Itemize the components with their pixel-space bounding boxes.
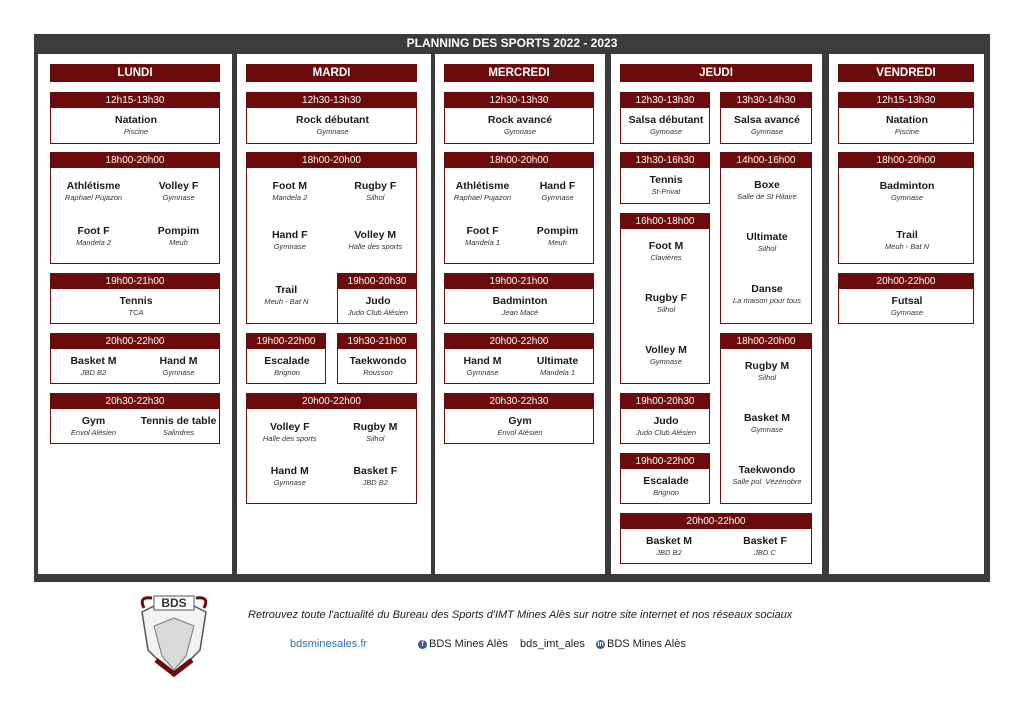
activity-place: Silhol [656, 304, 676, 314]
activity-name: Ultimate [746, 231, 788, 244]
schedule-block [50, 333, 220, 384]
time-slot: 12h30-13h30 [247, 93, 416, 108]
schedule-block [620, 393, 710, 444]
activity-place: Piscine [894, 127, 920, 136]
schedule-block [337, 273, 417, 324]
schedule-block [620, 453, 710, 504]
activity-name: Rock débutant [296, 114, 369, 126]
schedule-block [50, 273, 220, 324]
activity-place: Silhol [757, 244, 777, 254]
activity [353, 421, 397, 444]
activity [464, 355, 502, 378]
activity [636, 415, 696, 438]
activity-place: Gymnase [316, 127, 349, 136]
activity [645, 292, 687, 315]
time-slot: 12h15-13h30 [51, 93, 219, 108]
activity-name: Taekwondo [349, 355, 407, 367]
activity-place: Gymnase [162, 193, 195, 203]
activity [886, 114, 928, 137]
time-slot: 19h00-22h00 [621, 454, 709, 469]
time-slot: 20h00-22h00 [247, 394, 416, 409]
time-slot: 13h30-14h30 [721, 93, 811, 108]
activity-place: Gymnase [273, 478, 306, 487]
activity-name: Foot M [272, 180, 307, 192]
activity [263, 421, 317, 444]
schedule-block [50, 393, 220, 444]
activity-place: JBD C [754, 548, 776, 557]
activity-place: JBD B2 [656, 548, 682, 557]
activity-name: Hand M [270, 465, 309, 477]
footer-tagline: Retrouvez toute l'actualité du Bureau des Sports d'IMT Mines Alès sur notre site internet et nos réseaux sociaux [248, 609, 793, 621]
activity-place: Gymnase [649, 127, 683, 136]
activity-place: Meuh [169, 237, 188, 247]
activity-place: TCA [128, 308, 144, 317]
time-slot: 13h30-16h30 [621, 153, 709, 168]
activity [891, 295, 923, 318]
activity [353, 465, 397, 488]
activity-name: Taekwondo [738, 463, 796, 476]
activity-name: Volley M [645, 343, 687, 356]
activity-name: Trail [275, 284, 298, 296]
activity [272, 229, 308, 252]
linkedin-label: BDS Mines Alès [607, 638, 686, 650]
activity [734, 114, 800, 137]
activity [264, 355, 310, 378]
activity [264, 284, 308, 307]
time-slot: 20h00-22h00 [621, 514, 811, 529]
linkedin-link[interactable] [596, 638, 686, 650]
activity [744, 412, 790, 435]
activity-name: Athlétisme [455, 180, 510, 193]
activity-name: Rugby M [353, 421, 398, 433]
activity [348, 229, 402, 252]
activity-name: Rugby F [354, 180, 397, 192]
activity [160, 355, 198, 378]
activity-name: Tennis [119, 295, 153, 307]
time-slot: 20h00-22h00 [839, 274, 973, 289]
activity [880, 180, 935, 203]
activity-place: Piscine [123, 127, 149, 136]
activity-name: Badminton [492, 295, 548, 307]
day-header-mardi: MARDI [246, 64, 417, 82]
activity [348, 295, 408, 318]
time-slot: 19h00-20h30 [338, 274, 416, 289]
activity-name: Rugby M [744, 359, 790, 372]
activity-name: Pompim [536, 224, 579, 237]
schedule-block [246, 92, 417, 144]
activity-place: Gymnase [750, 127, 784, 136]
activity [119, 295, 152, 318]
activity-place: St-Privat [651, 187, 681, 196]
day-header-mercredi: MERCREDI [444, 64, 594, 82]
activity-name: Danse [751, 283, 783, 296]
activity-place: Jean Macé [501, 308, 539, 317]
activity-place: Gymnase [890, 308, 924, 317]
activity-name: Basket M [645, 535, 693, 547]
activity [743, 535, 787, 558]
time-slot: 12h30-13h30 [621, 93, 709, 108]
activity [141, 415, 217, 438]
activity [745, 360, 789, 383]
activity-place: Rousson [363, 368, 393, 377]
schedule-block [720, 152, 812, 324]
time-slot: 12h15-13h30 [839, 93, 973, 108]
schedule-block [246, 333, 326, 384]
activity-place: Clavières [650, 252, 682, 262]
time-slot: 19h00-20h30 [621, 394, 709, 409]
activity-name: Hand F [539, 180, 576, 193]
svg-text:BDS: BDS [161, 596, 187, 610]
activity-place: Gymnase [466, 368, 499, 377]
time-slot: 19h30-21h00 [338, 334, 416, 349]
activity-place: Gymnase [273, 242, 306, 251]
activity-place: Halle des sports [262, 434, 317, 443]
activity-name: Volley F [270, 421, 310, 433]
activity-place: Envol Alésien [70, 428, 117, 437]
instagram-link[interactable] [520, 638, 585, 650]
activity-name: Boxe [754, 178, 780, 191]
activity-place: Mandela 2 [272, 193, 308, 202]
activity-name: Natation [115, 114, 157, 126]
schedule-block [838, 92, 974, 144]
day-header-vendredi: VENDREDI [838, 64, 974, 82]
facebook-label: BDS Mines Alès [429, 638, 508, 650]
activity [746, 231, 787, 254]
activity-name: Judo [365, 295, 391, 307]
activity-place: Gymnase [503, 127, 537, 136]
activity [537, 225, 578, 248]
schedule-block [720, 333, 812, 504]
activity-place: Silhol [366, 434, 385, 443]
activity [629, 114, 704, 137]
facebook-icon: f [418, 640, 427, 649]
time-slot: 12h30-13h30 [445, 93, 593, 108]
activity-name: Futsal [891, 295, 923, 307]
activity-name: Ultimate [536, 355, 579, 367]
activity-place: Silhol [366, 193, 385, 202]
activity-name: Hand M [463, 355, 502, 367]
activity-place: La maison pour tous [733, 296, 801, 306]
activity-name: Foot F [77, 224, 110, 237]
activity-name: Basket M [70, 355, 117, 367]
activity-place: Gymnase [890, 193, 924, 202]
activity-place: Judo Club Alésien [635, 428, 697, 437]
page-title: PLANNING DES SPORTS 2022 - 2023 [406, 36, 618, 50]
activity-place: Mandela 1 [464, 237, 501, 247]
activity-place: Mandela 1 [539, 368, 576, 377]
schedule-block [50, 152, 220, 264]
activity [272, 180, 307, 203]
activity-place: Gymnase [649, 356, 683, 366]
schedule-block [620, 213, 710, 384]
activity-place: Meuh [548, 237, 567, 247]
planning-board [34, 34, 990, 582]
time-slot: 18h00-20h00 [51, 153, 219, 168]
time-slot: 18h00-20h00 [247, 153, 416, 168]
activity-name: Basket F [743, 535, 787, 547]
activity-name: Hand F [271, 229, 308, 241]
activity-name: Tennis de table [140, 415, 217, 427]
schedule-block [620, 152, 710, 204]
schedule-block [50, 92, 220, 144]
activity [354, 180, 396, 203]
schedule-block [838, 152, 974, 264]
time-slot: 16h00-18h00 [621, 214, 709, 229]
activity [493, 295, 548, 318]
activity [737, 179, 797, 202]
activity-name: Hand M [159, 355, 198, 367]
activity [158, 225, 199, 248]
activity-place: Raphael Pujazon [453, 193, 512, 203]
schedule-block [444, 92, 594, 144]
time-slot: 19h00-21h00 [51, 274, 219, 289]
activity-name: Pompim [157, 224, 200, 237]
day-header-lundi: LUNDI [50, 64, 220, 82]
activity [76, 225, 111, 248]
website-link[interactable]: bdsminesales.fr [290, 638, 368, 650]
activity [70, 355, 116, 378]
activity-place: Gymnase [541, 193, 574, 203]
activity [115, 114, 157, 137]
activity-place: Salindres [162, 428, 195, 437]
activity-place: Meuh - Bat N [884, 242, 930, 251]
activity-name: Natation [886, 114, 928, 126]
activity-place: Halle des sports [348, 242, 403, 251]
activity [71, 415, 116, 438]
schedule-block [246, 393, 417, 504]
activity [271, 465, 309, 488]
day-header-jeudi: JEUDI [620, 64, 812, 82]
activity-place: Raphael Pujazon [64, 193, 123, 203]
activity [733, 283, 801, 306]
schedule-block [337, 333, 417, 384]
linkedin-icon: in [597, 640, 604, 648]
schedule-block [444, 152, 594, 264]
activity-name: Escalade [643, 475, 689, 487]
activity [732, 464, 801, 487]
activity [488, 114, 552, 137]
activity-place: Gymnase [162, 368, 195, 377]
activity [454, 180, 511, 203]
schedule-block [620, 92, 710, 144]
activity-place: JBD B2 [362, 478, 388, 487]
activity-name: Athlétisme [66, 180, 121, 193]
activity-place: Gymnase [750, 424, 784, 434]
activity-name: Volley F [158, 180, 199, 193]
activity [643, 475, 689, 498]
activity [296, 114, 369, 137]
activity [649, 240, 683, 263]
schedule-block [444, 333, 594, 384]
time-slot: 18h00-20h00 [721, 334, 811, 349]
time-slot: 20h30-22h30 [445, 394, 593, 409]
activity-name: Escalade [264, 355, 310, 367]
time-slot: 20h00-22h00 [51, 334, 219, 349]
activity-name: Judo [653, 415, 679, 427]
activity-name: Basket M [743, 411, 791, 424]
activity-place: Salle de St Hilaire [737, 191, 797, 201]
time-slot: 18h00-20h00 [839, 153, 973, 168]
schedule-block [720, 92, 812, 144]
activity-name: Gym [81, 415, 106, 427]
activity-name: Salsa avancé [734, 114, 800, 126]
time-slot: 14h00-16h00 [721, 153, 811, 168]
time-slot: 19h00-22h00 [247, 334, 325, 349]
activity-name: Salsa débutant [628, 114, 704, 126]
activity-name: Trail [896, 229, 918, 241]
activity [465, 225, 500, 248]
time-slot: 18h00-20h00 [445, 153, 593, 168]
activity-name: Foot M [648, 239, 684, 252]
activity-name: Volley M [354, 229, 397, 241]
time-slot: 20h00-22h00 [445, 334, 593, 349]
activity-name: Rugby F [645, 291, 687, 304]
activity [649, 174, 682, 197]
activity [497, 415, 542, 438]
activity-name: Badminton [879, 180, 935, 192]
activity [646, 535, 692, 558]
activity [350, 355, 407, 378]
facebook-link[interactable] [418, 638, 508, 650]
activity [540, 180, 576, 203]
activity-name: Rock avancé [487, 114, 553, 126]
activity-place: Brignon [653, 488, 679, 497]
activity-name: Tennis [649, 174, 683, 186]
bds-logo [136, 590, 212, 680]
instagram-label: bds_imt_ales [520, 638, 585, 650]
activity-place: Silhol [757, 372, 777, 382]
activity-place: Meuh - Bat N [264, 297, 309, 306]
activity [645, 344, 687, 367]
schedule-block [620, 513, 812, 564]
activity-place: JBD B2 [80, 368, 107, 377]
activity-name: Basket F [353, 465, 398, 477]
activity [885, 229, 929, 252]
time-slot: 20h30-22h30 [51, 394, 219, 409]
activity [65, 180, 122, 203]
activity-name: Foot F [466, 224, 499, 237]
activity-name: Gym [508, 415, 532, 427]
activity [159, 180, 198, 203]
time-slot: 19h00-21h00 [445, 274, 593, 289]
activity [537, 355, 578, 378]
schedule-block [838, 273, 974, 324]
schedule-block [444, 393, 594, 444]
activity-place: Mandela 2 [75, 237, 112, 247]
activity-place: Brignon [274, 368, 300, 377]
activity-place: Judo Club Alésien [347, 308, 409, 317]
activity-place: Salle pol. Vézénobre [732, 476, 802, 486]
schedule-block [444, 273, 594, 324]
activity-place: Envol Alésien [497, 428, 543, 437]
